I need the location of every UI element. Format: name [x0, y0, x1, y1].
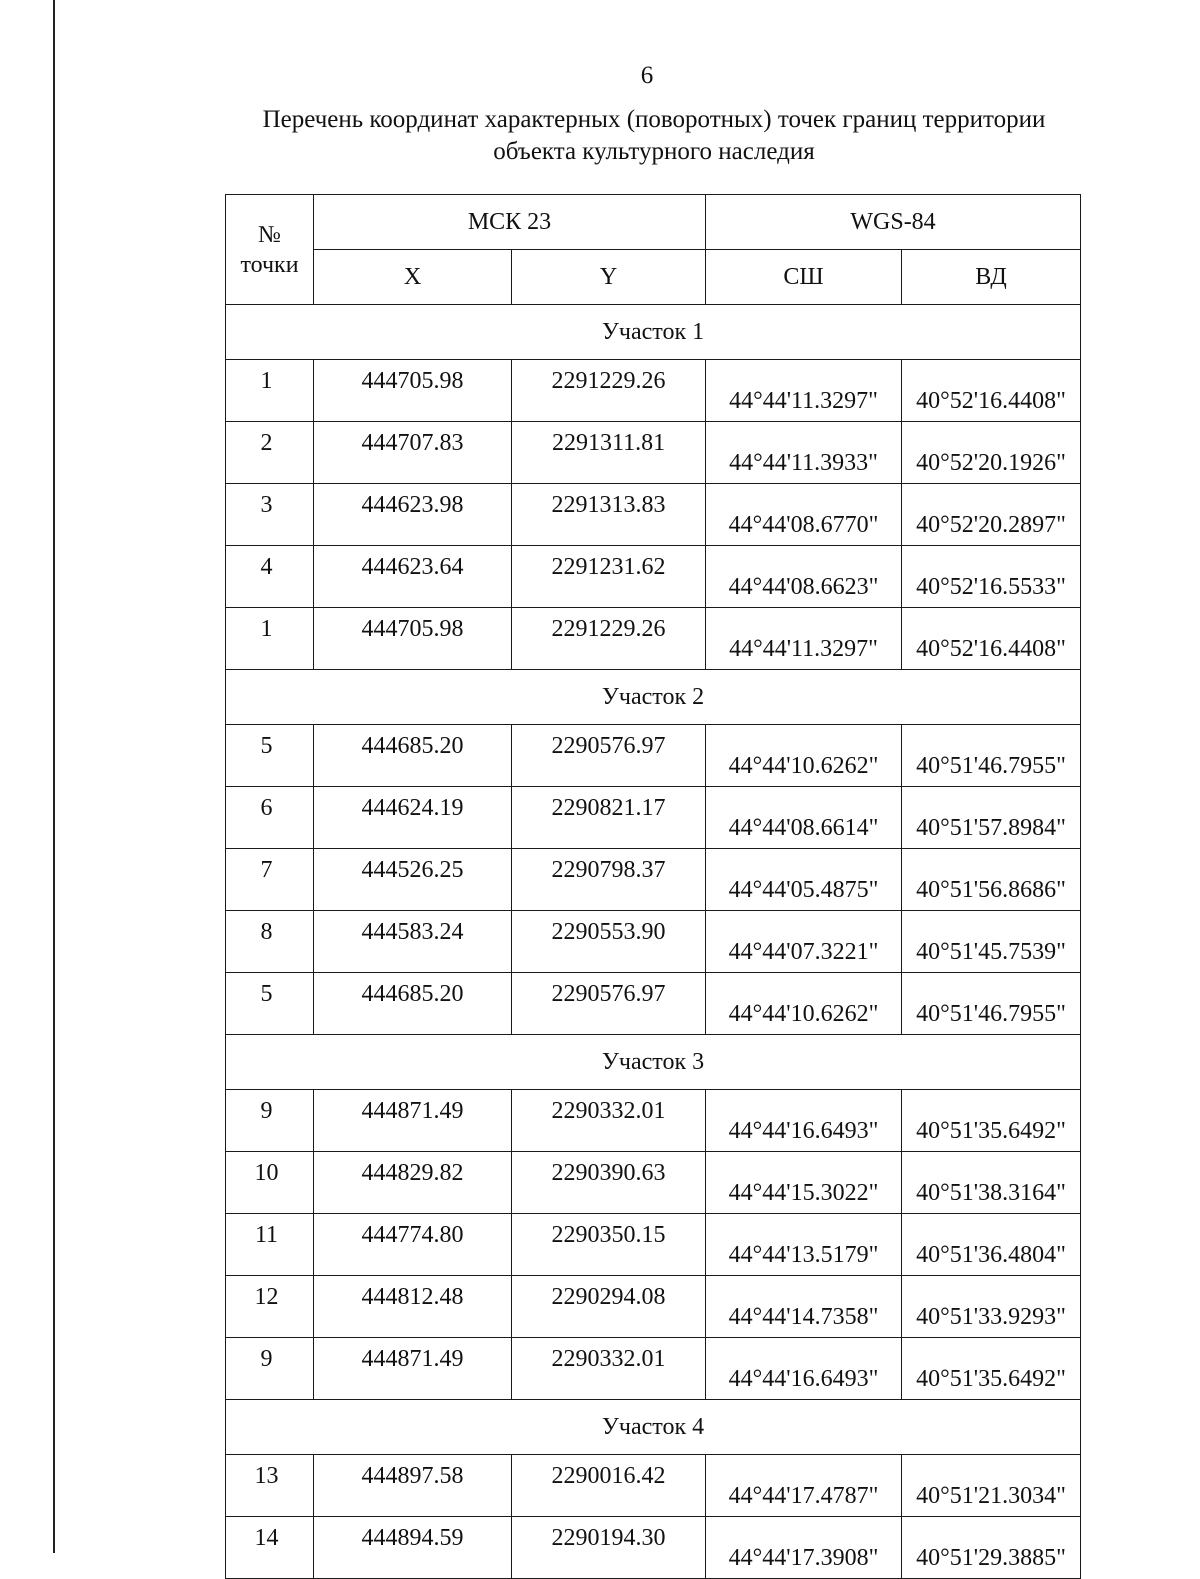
section-row [226, 670, 1081, 725]
point-number-cell: 9 [226, 1090, 314, 1152]
y-coordinate-cell: 2291229.26 [512, 360, 706, 422]
msk-group-header: МСК 23 [314, 195, 706, 250]
table-row [226, 1214, 1081, 1276]
longitude-cell: 40°52'16.4408" [902, 608, 1081, 670]
latitude-cell: 44°44'05.4875" [706, 849, 902, 911]
table-row [226, 787, 1081, 849]
y-coordinate-cell: 2291231.62 [512, 546, 706, 608]
page-edge-line [53, 0, 55, 1553]
latitude-cell: 44°44'17.4787" [706, 1455, 902, 1517]
table-row [226, 1338, 1081, 1400]
table-row [226, 725, 1081, 787]
table-row [226, 1276, 1081, 1338]
point-number-cell: 2 [226, 422, 314, 484]
table-row [226, 608, 1081, 670]
point-number-header [226, 195, 314, 305]
latitude-cell: 44°44'11.3933" [706, 422, 902, 484]
point-number-cell: 3 [226, 484, 314, 546]
longitude-cell: 40°52'20.2897" [902, 484, 1081, 546]
table-row [226, 1152, 1081, 1214]
table-row [226, 1517, 1081, 1579]
latitude-cell: 44°44'08.6614" [706, 787, 902, 849]
point-number-cell: 10 [226, 1152, 314, 1214]
y-coordinate-cell: 2290194.30 [512, 1517, 706, 1579]
longitude-cell: 40°51'46.7955" [902, 725, 1081, 787]
longitude-cell: 40°52'20.1926" [902, 422, 1081, 484]
x-coordinate-cell: 444526.25 [314, 849, 512, 911]
x-coordinate-cell: 444705.98 [314, 608, 512, 670]
document-title-line-1: Перечень координат характерных (поворотных) точек границ территории [262, 106, 1046, 133]
x-coordinate-cell: 444623.64 [314, 546, 512, 608]
x-coordinate-cell: 444774.80 [314, 1214, 512, 1276]
longitude-cell: 40°52'16.4408" [902, 360, 1081, 422]
latitude-cell: 44°44'07.3221" [706, 911, 902, 973]
table-row [226, 973, 1081, 1035]
point-number-cell: 4 [226, 546, 314, 608]
latitude-cell: 44°44'14.7358" [706, 1276, 902, 1338]
longitude-cell: 40°51'29.3885" [902, 1517, 1081, 1579]
point-number-cell: 14 [226, 1517, 314, 1579]
x-coordinate-cell: 444707.83 [314, 422, 512, 484]
point-number-cell: 9 [226, 1338, 314, 1400]
y-coordinate-cell: 2290553.90 [512, 911, 706, 973]
y-column-header: Y [512, 250, 706, 305]
document-title [230, 104, 1078, 168]
latitude-cell: 44°44'16.6493" [706, 1090, 902, 1152]
y-coordinate-cell: 2290016.42 [512, 1455, 706, 1517]
y-coordinate-cell: 2290798.37 [512, 849, 706, 911]
longitude-cell: 40°51'33.9293" [902, 1276, 1081, 1338]
latitude-cell: 44°44'17.3908" [706, 1517, 902, 1579]
table-row [226, 422, 1081, 484]
latitude-column-header: СШ [706, 250, 902, 305]
x-column-header: X [314, 250, 512, 305]
coordinates-table [225, 194, 1081, 1579]
table-header-row-2 [226, 250, 1081, 305]
table-row [226, 484, 1081, 546]
x-coordinate-cell: 444705.98 [314, 360, 512, 422]
wgs-group-header: WGS-84 [706, 195, 1081, 250]
x-coordinate-cell: 444685.20 [314, 973, 512, 1035]
longitude-cell: 40°51'36.4804" [902, 1214, 1081, 1276]
table-row [226, 911, 1081, 973]
longitude-cell: 40°51'21.3034" [902, 1455, 1081, 1517]
latitude-cell: 44°44'10.6262" [706, 725, 902, 787]
longitude-cell: 40°51'38.3164" [902, 1152, 1081, 1214]
y-coordinate-cell: 2290332.01 [512, 1090, 706, 1152]
longitude-cell: 40°51'57.8984" [902, 787, 1081, 849]
longitude-cell: 40°51'35.6492" [902, 1090, 1081, 1152]
table-row [226, 849, 1081, 911]
point-number-cell: 7 [226, 849, 314, 911]
latitude-cell: 44°44'11.3297" [706, 608, 902, 670]
latitude-cell: 44°44'11.3297" [706, 360, 902, 422]
point-number-cell: 11 [226, 1214, 314, 1276]
table-body [226, 305, 1081, 1579]
latitude-cell: 44°44'08.6770" [706, 484, 902, 546]
point-number-cell: 5 [226, 973, 314, 1035]
section-title: Участок 2 [226, 670, 1081, 725]
point-number-cell: 13 [226, 1455, 314, 1517]
x-coordinate-cell: 444623.98 [314, 484, 512, 546]
y-coordinate-cell: 2290390.63 [512, 1152, 706, 1214]
latitude-cell: 44°44'16.6493" [706, 1338, 902, 1400]
latitude-cell: 44°44'13.5179" [706, 1214, 902, 1276]
x-coordinate-cell: 444583.24 [314, 911, 512, 973]
table-row [226, 1090, 1081, 1152]
y-coordinate-cell: 2290332.01 [512, 1338, 706, 1400]
section-row [226, 305, 1081, 360]
point-number-header-symbol: № [258, 221, 281, 248]
latitude-cell: 44°44'15.3022" [706, 1152, 902, 1214]
x-coordinate-cell: 444624.19 [314, 787, 512, 849]
y-coordinate-cell: 2290576.97 [512, 973, 706, 1035]
longitude-cell: 40°51'56.8686" [902, 849, 1081, 911]
point-number-cell: 12 [226, 1276, 314, 1338]
longitude-cell: 40°51'46.7955" [902, 973, 1081, 1035]
section-title: Участок 1 [226, 305, 1081, 360]
section-row [226, 1035, 1081, 1090]
point-number-cell: 5 [226, 725, 314, 787]
point-number-cell: 1 [226, 360, 314, 422]
x-coordinate-cell: 444897.58 [314, 1455, 512, 1517]
latitude-cell: 44°44'08.6623" [706, 546, 902, 608]
table-header-row-1 [226, 195, 1081, 250]
longitude-cell: 40°51'35.6492" [902, 1338, 1081, 1400]
y-coordinate-cell: 2290821.17 [512, 787, 706, 849]
y-coordinate-cell: 2290350.15 [512, 1214, 706, 1276]
x-coordinate-cell: 444685.20 [314, 725, 512, 787]
y-coordinate-cell: 2291311.81 [512, 422, 706, 484]
x-coordinate-cell: 444829.82 [314, 1152, 512, 1214]
x-coordinate-cell: 444871.49 [314, 1090, 512, 1152]
point-number-cell: 6 [226, 787, 314, 849]
table-row [226, 546, 1081, 608]
point-number-cell: 1 [226, 608, 314, 670]
document-title-line-2: объекта культурного наследия [493, 138, 815, 165]
longitude-column-header: ВД [902, 250, 1081, 305]
table-row [226, 1455, 1081, 1517]
point-number-cell: 8 [226, 911, 314, 973]
section-title: Участок 3 [226, 1035, 1081, 1090]
x-coordinate-cell: 444871.49 [314, 1338, 512, 1400]
y-coordinate-cell: 2290576.97 [512, 725, 706, 787]
x-coordinate-cell: 444894.59 [314, 1517, 512, 1579]
section-row [226, 1400, 1081, 1455]
point-number-header-label: точки [240, 251, 299, 278]
longitude-cell: 40°51'45.7539" [902, 911, 1081, 973]
x-coordinate-cell: 444812.48 [314, 1276, 512, 1338]
longitude-cell: 40°52'16.5533" [902, 546, 1081, 608]
y-coordinate-cell: 2290294.08 [512, 1276, 706, 1338]
table-row [226, 360, 1081, 422]
latitude-cell: 44°44'10.6262" [706, 973, 902, 1035]
y-coordinate-cell: 2291229.26 [512, 608, 706, 670]
section-title: Участок 4 [226, 1400, 1081, 1455]
page-number: 6 [640, 62, 654, 89]
y-coordinate-cell: 2291313.83 [512, 484, 706, 546]
